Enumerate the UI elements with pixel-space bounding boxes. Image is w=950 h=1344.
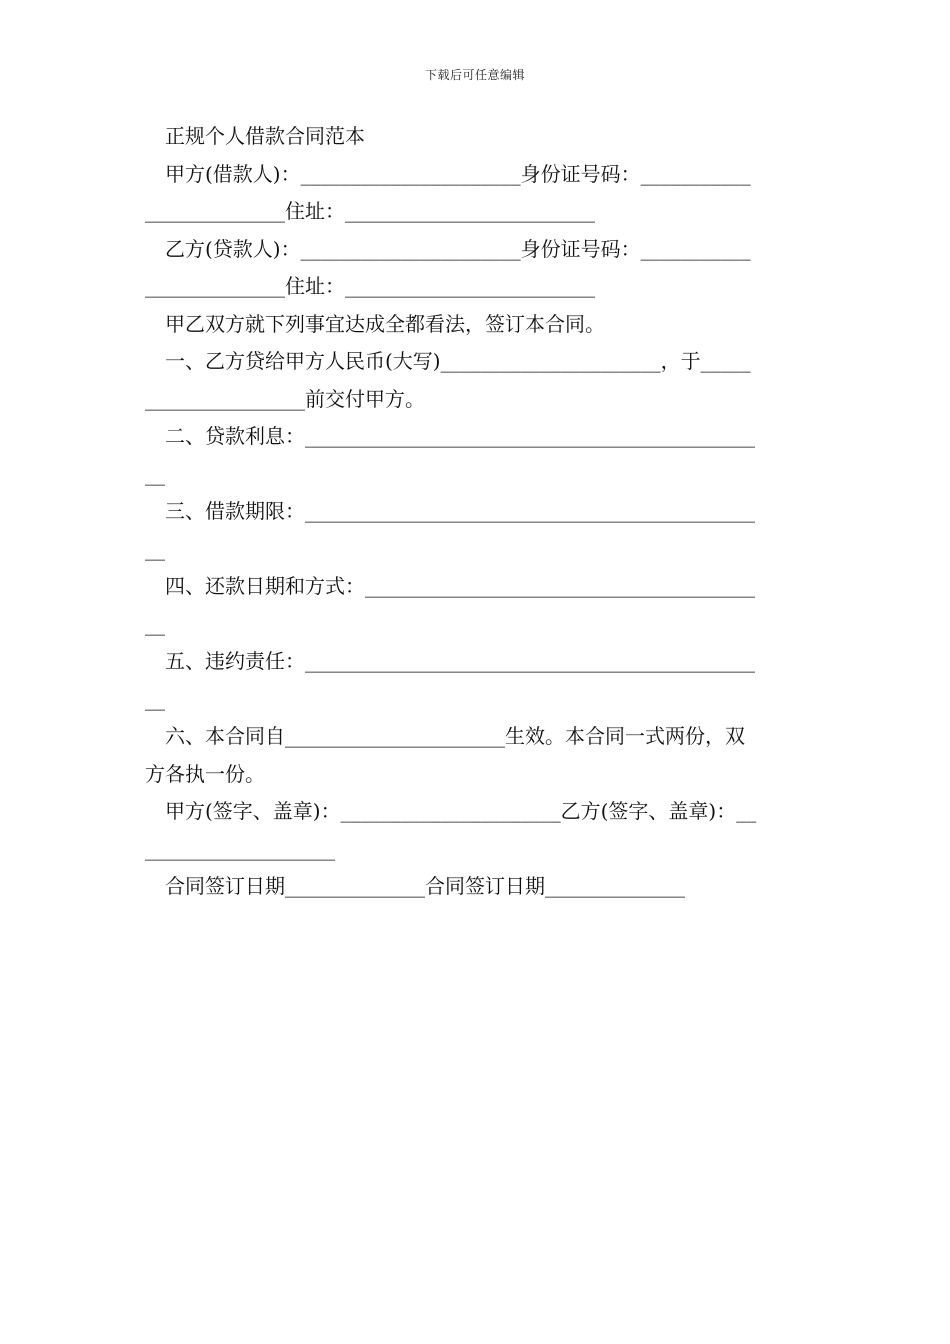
clause-4-continuation: __ bbox=[145, 611, 165, 636]
signing-date-line: 合同签订日期______________合同签订日期______________ bbox=[165, 874, 685, 898]
party-a-info-line: 甲方(借款人)：______________________身份证号码：___________ bbox=[165, 161, 751, 186]
clause-3-line: 三、借款期限：_____________________________________________ bbox=[165, 499, 755, 523]
clause-1-line: 一、乙方贷给甲方人民币(大写)______________________，于_____ bbox=[165, 349, 751, 373]
clause-3-continuation: __ bbox=[145, 536, 165, 561]
page-header-note: 下载后可任意编辑 bbox=[424, 68, 525, 82]
clause-5-line: 五、违约责任：_____________________________________________ bbox=[165, 649, 755, 673]
signature-line: 甲方(签字、盖章)：______________________乙方(签字、盖章)：__ bbox=[165, 799, 757, 823]
clause-2-continuation: __ bbox=[145, 461, 165, 486]
clause-2-line: 二、贷款利息：_____________________________________________ bbox=[165, 424, 755, 448]
party-b-address-line: ______________住址：_________________________ bbox=[145, 274, 595, 298]
party-b-info-line: 乙方(贷款人)：______________________身份证号码：___________ bbox=[165, 236, 751, 261]
contract-body bbox=[145, 118, 807, 906]
clause-6-line: 六、本合同自______________________生效。本合同一式两份，双 bbox=[165, 724, 745, 748]
clause-5-continuation: __ bbox=[145, 686, 165, 711]
agreement-statement: 甲乙双方就下列事宜达成全都看法，签订本合同。 bbox=[165, 311, 605, 336]
signature-continuation: ___________________ bbox=[145, 836, 335, 861]
clause-4-line: 四、还款日期和方式：_______________________________________ bbox=[165, 574, 755, 598]
clause-6-continuation: 方各执一份。 bbox=[145, 761, 265, 786]
contract-title: 正规个人借款合同范本 bbox=[165, 124, 365, 148]
clause-1-continuation: ________________前交付甲方。 bbox=[145, 386, 425, 411]
party-a-address-line: ______________住址：_________________________ bbox=[145, 199, 595, 223]
